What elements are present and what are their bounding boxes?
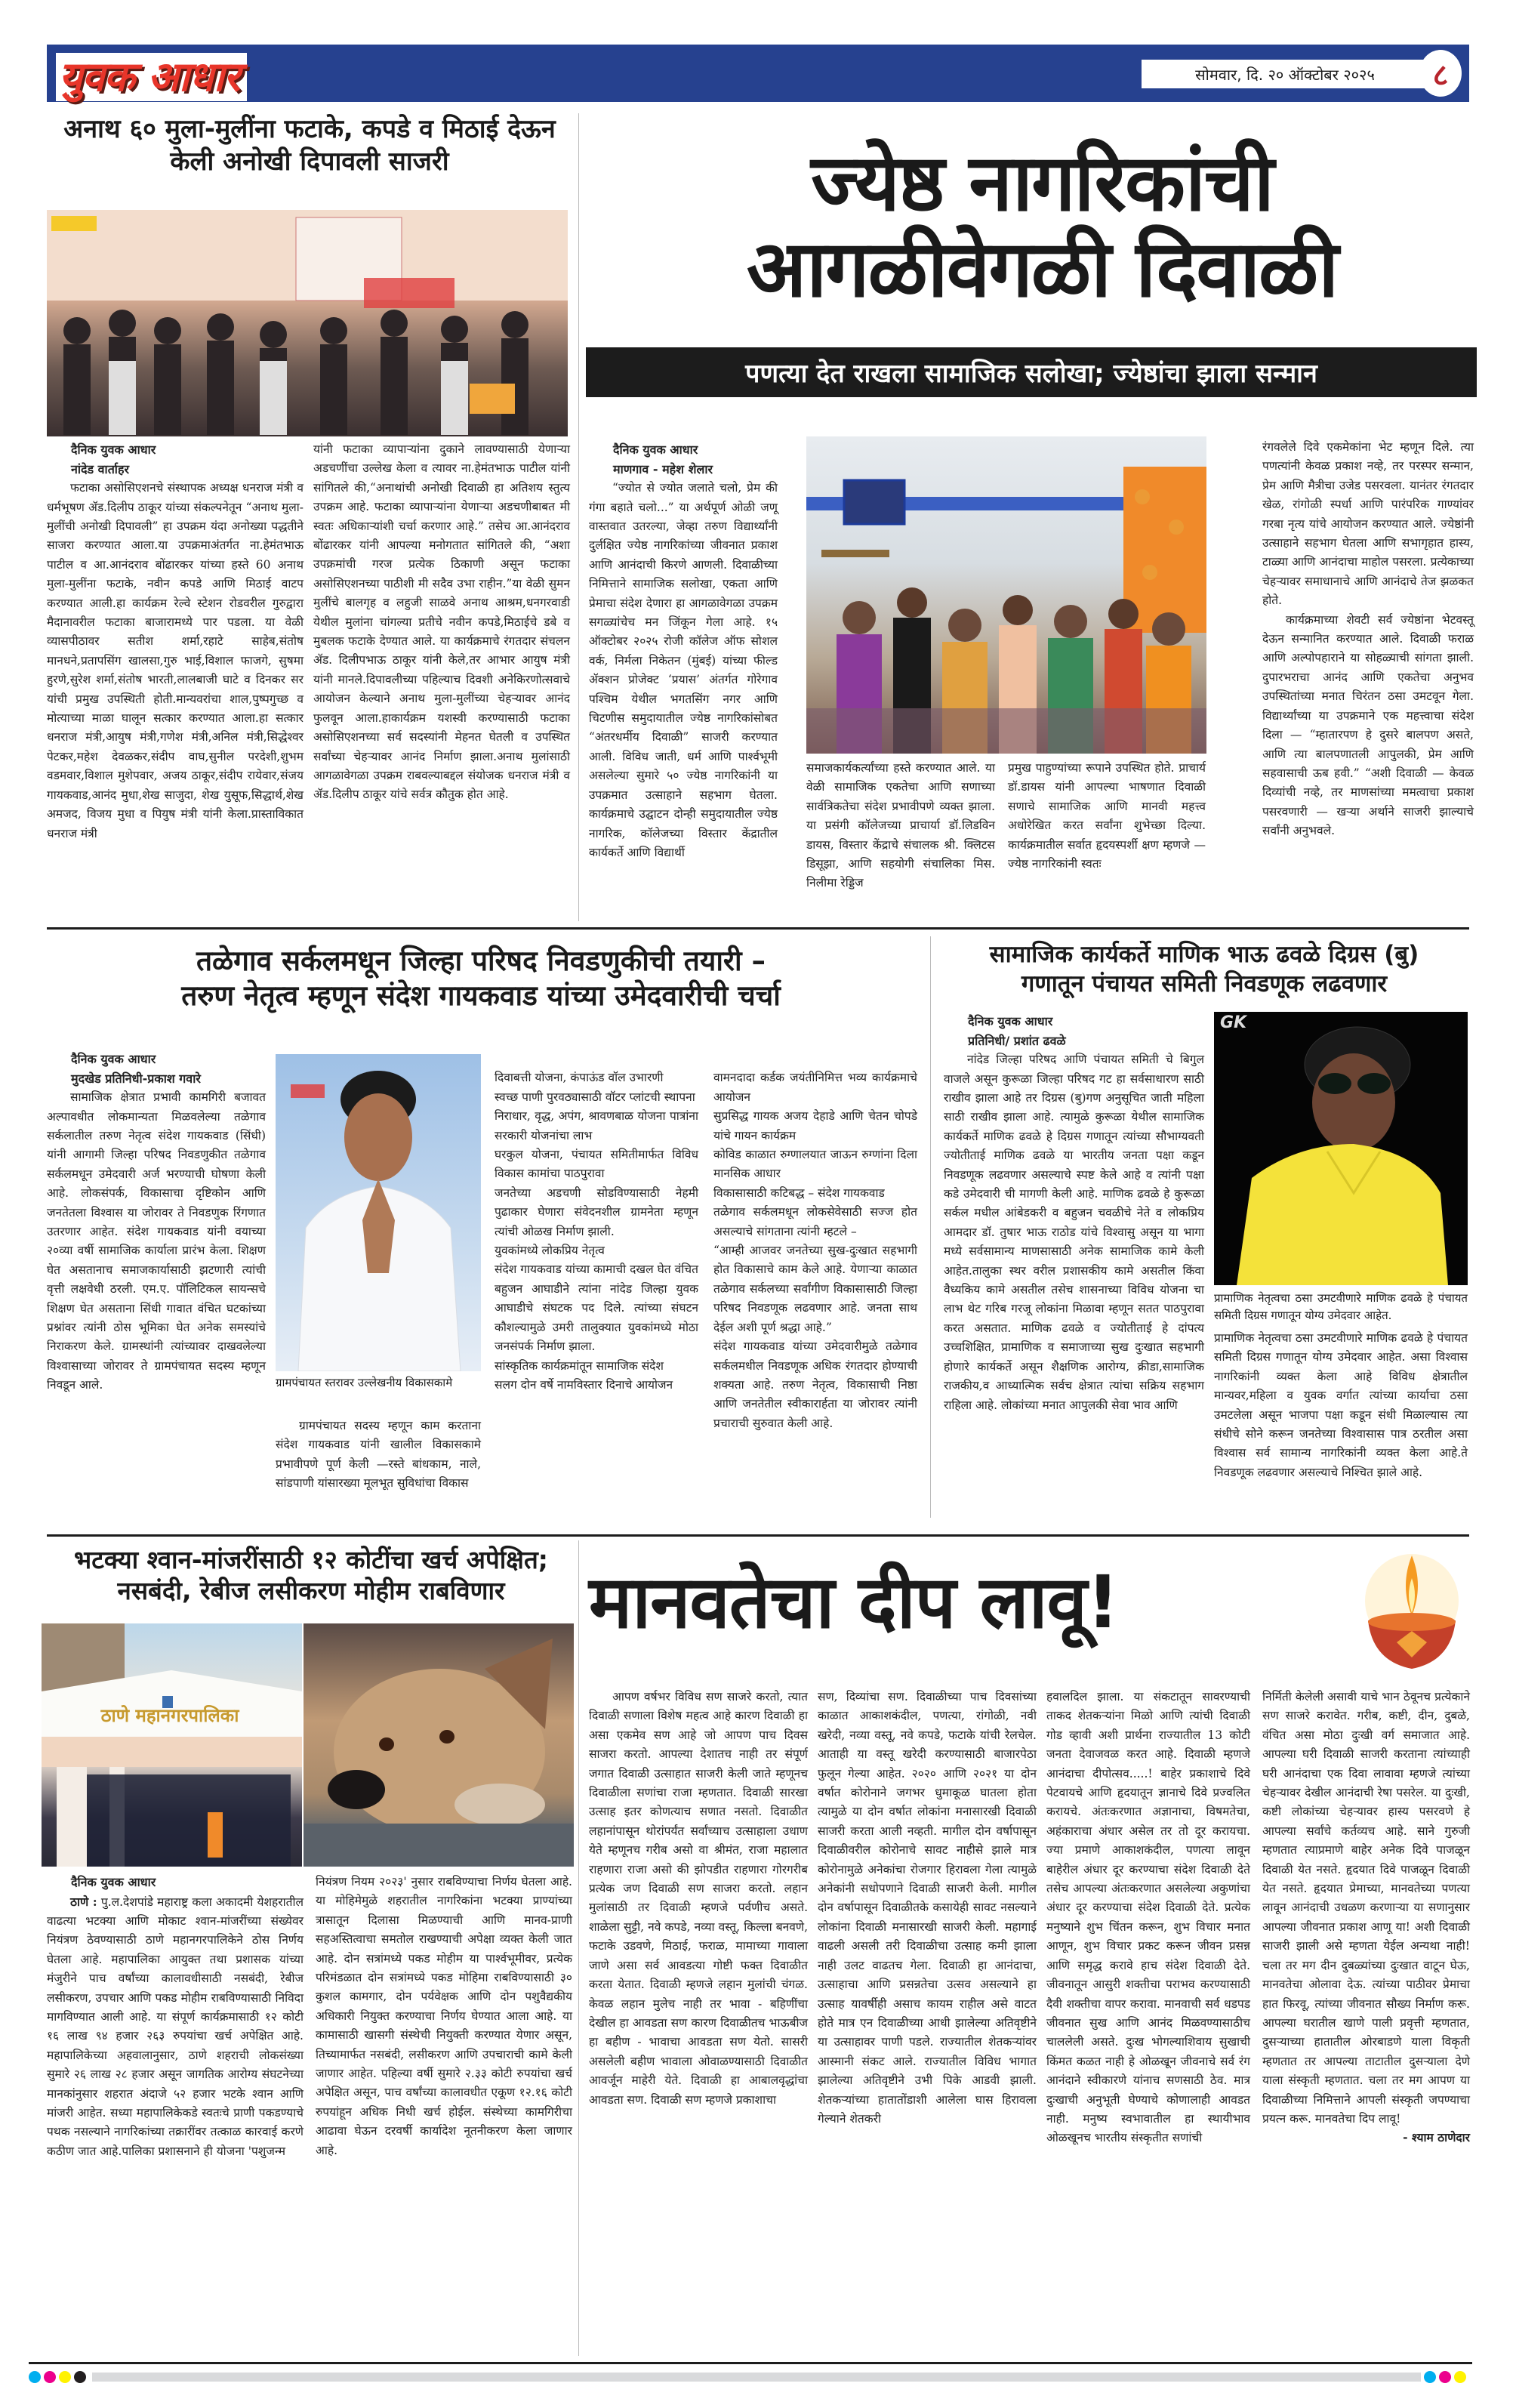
- ceremony-photo-graphic: [47, 210, 568, 436]
- dhavale-col-1: [944, 1012, 1204, 1415]
- photo-orphans-ceremony: [47, 210, 568, 436]
- photo-sandesh-gaikwad: [276, 1054, 481, 1371]
- dhavale-text-1: नांदेड जिल्हा परिषद आणि पंचायत समिती चे बिगुल वाजले असून कुरूळा जिल्हा परिषद गट हा सर्वसाधारण साठी राखीव झाला आहे तर दिग्रस (बु)गण अनुसूचित जाती महिला साठी राखीव झाला आहे. त्यामुळे कुरूळा येथील सामाजिक कार्यकर्ते माणिक ढवळे हे दिग्रस गणातून त्यांच्या सौभाग्यवती ज्योतीताई माणिक ढवळे या भारतीय जनता पक्षा कडून निवडणूक लढवणार असल्याचे स्पष्ट केले आहे व त्यांनी पक्षा कडे उमेदवारी ची मागणी केली आहे. माणिक ढवळे हे कुरूळा सर्कल मधील आंबेडकरी व बहुजन चवळीचे नेते व लोकप्रिय आमदार डॉ. तुषार भाऊ राठोड यांचे विश्वासु असून या भागा मध्ये सर्वसामान्य माणसासाठी अनेक सामाजिक कामे केली आहेत.तालुका स्थर वरील प्रशासकीय कामे असतील किंवा वैध्यकिय कामे असतील तसेच शासनाच्या विविध योजना चा लाभ थेट गरिब गरजू लोकांना मिळावा म्हणून सतत पाठपुरावा करत असतात. माणिक ढवळे व ज्योतीताई हे दांपत्य उच्चशिक्षित, प्रामाणिक व समाजाच्या सुख दुःखात सहभागी होणारे कार्यकर्ते असून शैक्षणिक आरोग्य, क्रीडा,सामाजिक राजकीय,व आध्यात्मिक सर्वच क्षेत्रात त्यांचा सक्रिय सहभाग राहिला आहे. लोकांच्या मनात आपुलकी सेवा भाव आणि: [944, 1053, 1204, 1412]
- diya-lamp-icon: [1351, 1548, 1472, 1676]
- caption-text: प्रामाणिक नेतृत्वचा ठसा उमटवीणारे माणिक ढवळे हे पंचायत समिती दिग्रस गणातून योग्य उमेदवार आहेत.: [1214, 1291, 1468, 1322]
- dateline: ठाणे :: [70, 1894, 97, 1909]
- byline-paper: दैनिक युवक आधार: [968, 1014, 1053, 1028]
- headline-orphans: अनाथ ६० मुला-मुलींना फटाके, कपडे व मिठाई देऊन केली अनोखी दिपावली साजरी: [63, 114, 556, 177]
- headline-talegaon: [47, 944, 915, 1014]
- seniors-photo-graphic: [806, 436, 1206, 754]
- photo-manik-dhavale-frame: [1214, 1012, 1468, 1285]
- seniors-text-4b: कार्यक्रमाच्या शेवटी सर्व ज्येष्ठांना भेटवस्तू देऊन सन्मानित करण्यात आले. दिवाळी फराळ आणि अल्पोपहाराने या सोहळ्याची सांगता झाली. दुपारभराचा आनंद आणि एकतेचा अनुभव उपस्थितांच्या मनात चिरंतन ठसा उमटवून गेला. विद्यार्थ्यांच्या या उपक्रमाने एक महत्त्वाचा संदेश दिला — “म्हातारपण हे दुसरे बालपण असते, आणि त्या बालपणातली आपुलकी, प्रेम आणि सहवासाची ऊब हवी.” “अशी दिवाळी — केवळ दिव्यांची नव्हे, तर माणसांच्या ममत्वाचा प्रकाश पसरवणारी — खऱ्या अर्थाने साजरी झाल्याचे सर्वांनी अनुभवले.: [1262, 612, 1474, 838]
- diwali-text-4: निर्मिती केलेली असावी याचे भान ठेवूनच प्रत्येकाने सण साजरे करावेत. गरीब, कष्टी, दीन, दुबळे, वंचित असा मोठा दुःखी वर्ग समाजात आहे. आपल्या घरी दिवाळी साजरी करताना त्यांच्याही घरी आनंदाचा एक दिवा लावावा म्हणजे त्यांच्या चेहऱ्यावर देखील आनंदाची रेषा पसरेल. या दुःखी, कष्टी लोकांच्या चेहऱ्यावर हास्य पसरवणे हे आपल्या सर्वांचे कर्तव्यच आहे. साने गुरुजी म्हणतात त्याप्रमाणे बाहेर अनेक दिवे पाजळून दिवाळी येत नसते. हृदयात दिवे पाजळून दिवाळी येत नसते. हृदयात प्रेमाच्या, मानवतेच्या पणत्या लावून आनंदाची उधळण करणाऱ्या या सणानुसार आपल्या जीवनात प्रकाश आणू या! अशी दिवाळी साजरी झाली असे म्हणता येईल अन्यथा नाही! चला तर मग दीन दुबळ्यांच्या दुःखात वाटून घेऊ, मानवतेचा ओलावा देऊ. त्यांच्या पाठीवर प्रेमाचा हात फिरवू, त्यांच्या जीवनात सौख्य निर्माण करू. आपल्या घरातील खाणे पाली प्रवृत्ती म्हणतात, दुसऱ्याच्या हातातील ओरबाडणे याला विकृती म्हणतात तर आपल्या ताटातील दुसऱ्याला देणे याला संस्कृती म्हणतात. चला तर मग आपण या दिवाळीच्या निमित्ताने आपली संस्कृती जपण्याचा प्रयत्न करू. मानवतेचा दिप लावू!: [1262, 1690, 1470, 2126]
- headline-diwali: मानवतेचा दीप लावू!: [589, 1560, 1119, 1645]
- diwali-col-4: [1262, 1688, 1470, 2148]
- diwali-col-2: [818, 1688, 1037, 2129]
- subheadline-seniors: पणत्या देत राखला सामाजिक सलोखा; ज्येष्ठांचा झाला सन्मान: [586, 347, 1477, 397]
- seniors-col-4: [1262, 438, 1474, 841]
- yellow-dot: [59, 2371, 71, 2383]
- diwali-text-1: आपण वर्षभर विविध सण साजरे करतो, त्यात दिवाळी सणाला विशेष महत्व आहे कारण दिवाळी हा असा एकमेव सण आहे जो आपण पाच दिवस साजरा करतो. आपल्या देशातच नाही तर संपूर्ण जगात दिवाळी उत्साहात साजरी केली जाते म्हणूनच दिवाळीला सणांचा राजा म्हणतात. दिवाळी सारखा उत्साह इतर कोणत्याच सणात नसतो. दिवाळीत लहानांपासून थोरांपर्यंत सर्वांच्याच उत्साहाला उधाण येते म्हणूनच गरीब असो वा श्रीमंत, राजा महालात राहणारा राजा असो की झोपडीत राहणारा गोरगरीब प्रत्येक जण दिवाळी सण साजरा करतो. लहान मुलांसाठी तर दिवाळी म्हणजे पर्वणीच असते. शाळेला सुट्टी, नवे कपडे, नव्या वस्तू, किल्ला बनवणे, फटाके उडवणे, मिठाई, फराळ, मामाच्या गावाला जाणे असा सर्व आवडत्या गोष्टी फक्त दिवाळीत करता येतात. दिवाळी म्हणजे लहान मुलांची चंगळ. केवळ लहान मुलेच नाही तर भावा - बहिणींचा देखील हा आवडता सण कारण दिवाळीतच भाऊबीज हा बहीण - भावाचा आवडता सण येतो. सासरी असलेली बहीण भावाला ओवाळण्यासाठी दिवाळीत आवर्जून माहेरी येते. दिवाळी हा आबालवृद्धांचा आवडता सण. दिवाळी सण म्हणजे प्रकाशाचा: [589, 1690, 808, 2107]
- talegaon-text-2: ग्रामपंचायत सदस्य म्हणून काम करताना संदेश गायकवाड यांनी खालील विकासकामे प्रभावीपणे पूर्ण केली —रस्ते बांधकाम, नाले, सांडपाणी यांसारख्या मूलभूत सुविधांचा विकास: [276, 1419, 481, 1491]
- headline-dhavale-line-2: गणातून पंचायत समिती निवडणूक लढवणार: [1021, 970, 1388, 997]
- headline-seniors-line-1: ज्येष्ठ नागरिकांची: [811, 137, 1273, 229]
- author-name: - श्याम ठाणेदार: [1403, 2131, 1470, 2145]
- photo-seniors-celebration: [806, 436, 1206, 754]
- byline-place: माणगाव - महेश शेलार: [613, 461, 713, 476]
- seniors-col-3: [1008, 759, 1206, 874]
- magenta-dot: [44, 2371, 56, 2383]
- seniors-text-2: समाजकार्यकर्त्यांच्या हस्ते करण्यात आले. या वेळी सामाजिक एकतेचा आणि सणाच्या सार्वत्रिकतेचा संदेश प्रभावीपणे व्यक्त झाला. या प्रसंगी कॉलेजच्या प्राचार्या डॉ.लिडविन डायस, विस्तार केंद्राचे संचालक श्री. क्लिटस डिसूझा, आणि सहयोगी संचालिका मिस. निलीमा रेड्डिज: [806, 761, 995, 890]
- magenta-dot: [1439, 2371, 1451, 2383]
- dog-graphic: [304, 1623, 574, 1867]
- talegaon-photo-caption: [276, 1374, 481, 1392]
- building-sign: ठाणे महानगरपालिका: [100, 1705, 239, 1726]
- photo-stray-dog: [304, 1623, 574, 1867]
- thane-text-2: नियंत्रण नियम २०२३' नुसार राबविण्याचा निर्णय घेतला आहे. या मोहिमेमुळे शहरातील नागरिकांना भटक्या प्राण्यांच्या त्रासातून दिलासा मिळण्याची आणि मानव-प्राणी सहअस्तित्वाचा समतोल राखण्याची अपेक्षा व्यक्त केली जात आहे. दोन सत्रांमध्ये पकड मोहीम या पार्श्वभूमीवर, प्रत्येक परिमंडळात दोन सत्रांमध्ये पकड मोहिमा राबविण्यासाठी ३० कुशल कामगार, दोन पर्यवेक्षक आणि दोन पशुवैद्यकीय अधिकारी नियुक्त करण्याचा निर्णय घेण्यात आला आहे. या कामासाठी खासगी संस्थेची नियुक्ती करण्यात येणार असून, तिच्यामार्फत नसबंदी, लसीकरण आणि उपचाराची कामे केली जाणार आहेत. पहिल्या वर्षी सुमारे २.३३ कोटी रुपयांचा खर्च अपेक्षित असून, पाच वर्षांच्या कालावधीत एकूण १२.१६ कोटी रुपयांहून अधिक निधी खर्च होईल. संस्थेच्या कामगिरीचा आढावा घेऊन दरवर्षी कार्यादेश नूतनीकरण केला जाणार आहे.: [316, 1875, 572, 2157]
- diwali-col-3: [1046, 1688, 1250, 2148]
- talegaon-text-3: दिवाबत्ती योजना, कंपाऊंड वॉल उभारणी स्वच्छ पाणी पुरवठ्यासाठी वॉटर प्लांटची स्थापना निराधार, वृद्ध, अपंग, श्रावणबाळ योजना पात्रांना सरकारी योजनांचा लाभ घरकुल योजना, पंचायत समितीमार्फत विविध विकास कामांचा पाठपुरावा जनतेच्या अडचणी सोडविण्यासाठी नेहमी पुढाकार घेणारा संवेदनशील ग्रामनेता म्हणून त्यांची ओळख निर्माण झाली. युवकांमध्ये लोकप्रिय नेतृत्व संदेश गायकवाड यांच्या कामाची दखल घेत वंचित बहुजन आघाडीने त्यांना नांदेड जिल्हा युवक आघाडीचे संघटक पद दिले. त्यांच्या संघटन कौशल्यामुळे उमरी तालुक्यात युवकांमध्ये मोठा जनसंपर्क निर्माण झाला. सांस्कृतिक कार्यक्रमांतून सामाजिक संदेश सलग दोन वर्षे नामविस्तार दिनाचे आयोजन: [495, 1071, 698, 1392]
- byline-paper: दैनिक युवक आधार: [71, 1875, 156, 1889]
- portrait-graphic: [276, 1054, 481, 1371]
- column-divider: [578, 1540, 579, 2356]
- byline-place: प्रतिनिधी/ प्रशांत ढवळे: [968, 1033, 1066, 1048]
- headline-seniors-line-2: आगळीवेगळी दिवाळी: [746, 223, 1338, 316]
- studio-logo: [291, 1084, 325, 1098]
- byline-place: मुदखेड प्रतिनिधी-प्रकाश गवारे: [71, 1071, 201, 1086]
- cyan-dot: [1424, 2371, 1436, 2383]
- seniors-text-4: रंगवलेले दिवे एकमेकांना भेट म्हणून दिले. त्या पणत्यांनी केवळ प्रकाश नव्हे, तर परस्पर सन्मान, प्रेम आणि मैत्रीचा उजेड पसरवला. यानंतर रंगतदार खेळ, रांगोळी स्पर्धा आणि पारंपरिक गाण्यांवर गरबा नृत्य यांचे आयोजन करण्यात आले. ज्येष्ठांनी उत्साहाने सहभाग घेतला आणि सभागृहात हास्य, टाळ्या आणि आनंदाचा माहोल पसरला. प्रत्येकाच्या चेहऱ्यावर समाधानाचे आणि आनंदाचे तेज झळकत होते.: [1262, 440, 1474, 608]
- cyan-dot: [29, 2371, 41, 2383]
- orphans-text-2: यांनी फटाका व्यापाऱ्यांना दुकाने लावण्यासाठी येणाऱ्या अडचणींचा उल्लेख केला व त्यावर ना.हेमंतभाऊ पाटील यांनी सांगितले की,“अनाथांची अनोखी दिवाळी हा अतिशय स्तुत्य उपक्रम आहे. फटाका व्यापाऱ्यांना येणाऱ्या अडचणीबाबत मी स्वतः अधिकाऱ्यांशी चर्चा करणार आहे.” तसेच आ.आनंदराव बोंढारकर यांनी आपल्या मनोगतात सांगितले की, “अशा उपक्रमांची गरज प्रत्येक ठिकाणी असून फटाका असोसिएशनच्या पाठीशी मी सदैव उभा राहीन.”या वेळी सुमन मुलींचे बालगृह व लहुजी साळवे अनाथ आश्रम,धनगरवाडी येथील मुलांना चांगल्या प्रतीचे नवीन कपडे,मिठाईचे डबे व मुबलक फटाके देण्यात आले. या कार्यक्रमाचे रंगतदार संचलन ॲड. दिलीपभाऊ ठाकूर यांनी केले,तर आभार आयुष मंत्री यांनी मानले.दिपावलीच्या पहिल्याच दिवशी अनेकिरणोत्सवाचे आयोजन केल्याने अनाथ मुला-मुलींच्या चेहऱ्यावर आनंद फुलवून आला.हाकार्यक्रम यशस्वी करण्यासाठी फटाका असोसिएशनच्या सर्व सदस्यांनी मेहनत घेतली व उपस्थित सर्वांच्या चेहऱ्यावर आनंद निर्माण झाला.अनाथ मुलांसाठी आगळावेगळा उपक्रम राबवल्याबद्दल संयोजक धनराज मंत्री व ॲड.दिलीप ठाकूर यांचे सर्वत्र कौतुक होत आहे.: [313, 442, 570, 802]
- dhavale-photo-caption: [1214, 1290, 1468, 1324]
- dhavale-text-2: प्रामाणिक नेतृत्वचा ठसा उमटवीणारे माणिक ढवळे हे पंचायत समिती दिग्रस गणातून योग्य उमेदवार आहेत. असा विश्वास नागरिकांनी व्यक्त केला आहे विविध क्षेत्रातील मान्यवर,महिला व युवक वर्गात त्यांच्या कार्याचा ठसा उमटलेला असून भाजपा पक्षा कडून संधी मिळाल्यास त्या संधीचे सोने करून जनतेच्या विश्वासास पात्र ठरतील असा विश्वास सर्व सामान्य नागरिकांनी व्यक्त केला आहे.ते निवडणूक लढवणार असल्याचे निश्चित झाले आहे.: [1214, 1331, 1468, 1479]
- thane-text-1: पु.ल.देशपांडे महाराष्ट्र कला अकादमी येशहरातील वाढत्या भटक्या आणि मोकाट श्वान-मांजरींच्या संख्येवर नियंत्रण ठेवण्यासाठी ठाणे महानगरपालिकेने ठोस निर्णय घेतला आहे. महापालिका आयुक्त तथा प्रशासक यांच्या मंजुरीने पाच वर्षांच्या कालावधीसाठी नसबंदी, रेबीज लसीकरण, उपचार आणि पकड मोहीम राबविण्यासाठी निविदा मागविण्यात आली आहे. या संपूर्ण कार्यक्रमासाठी १२ कोटी १६ लाख ९४ हजार २६३ रुपयांचा खर्च अपेक्षित आहे. महापालिकेच्या अहवालानुसार, ठाणे शहराची लोकसंख्या सुमारे २६ लाख २८ हजार असून जागतिक आरोग्य संघटनेच्या मानकांनुसार शहरात अंदाजे ५२ हजार भटके श्वान आणि मांजरी आहेत. सध्या महापालिकेकडे स्वतःचे प्राणी पकडण्याचे पथक नसल्याने नागरिकांच्या तक्रारींवर तत्काळ कारवाई करणे कठीण जात आहे.पालिका प्रशासनाने ही योजना 'पशुजन्म: [47, 1895, 304, 2158]
- byline-paper: दैनिक युवक आधार: [613, 442, 698, 457]
- dhavale-col-2: [1214, 1329, 1468, 1482]
- headline-dhavale: [940, 940, 1468, 999]
- banner-tag: [51, 216, 97, 231]
- headline-thane-line-2: नसबंदी, रेबीज लसीकरण मोहीम राबविणार: [117, 1576, 505, 1606]
- yellow-dot: [1454, 2371, 1466, 2383]
- caption-text: ग्रामपंचायत स्तरावर उल्लेखनीय विकासकामे: [276, 1376, 453, 1389]
- talegaon-text-4: वामनदादा कर्डक जयंतीनिमित्त भव्य कार्यक्रमाचे आयोजन सुप्रसिद्ध गायक अजय देहाडे आणि चेतन चोपडे यांचे गायन कार्यक्रम कोविड काळात रुग्णालयात जाऊन रुग्णांना दिला मानसिक आधार विकासासाठी कटिबद्ध – संदेश गायकवाड तळेगाव सर्कलमधून लोकसेवेसाठी सज्ज होत असल्याचे सांगताना त्यांनी म्हटले – “आम्ही आजवर जनतेच्या सुख-दुःखात सहभागी होत विकासाचे काम केले आहे. येणाऱ्या काळात तळेगाव सर्कलच्या सर्वांगीण विकासासाठी जिल्हा परिषद निवडणूक लढवणार आहे. जनता साथ देईल अशी पूर्ण श्रद्धा आहे.” संदेश गायकवाड यांच्या उमेदवारीमुळे तळेगाव सर्कलमधील निवडणूक अधिक रंगतदार होण्याची शक्यता आहे. तरुण नेतृत्व, विकासाची निष्ठा आणि जनतेतील स्वीकारार्हता या जोरावर त्यांनी प्रचाराची सुरुवात केली आहे.: [713, 1071, 917, 1430]
- registration-marks-left: [29, 2371, 89, 2386]
- headline-dhavale-line-1: सामाजिक कार्यकर्ते माणिक भाऊ ढवळे दिग्रस (बु): [989, 941, 1419, 968]
- diwali-col-1: [589, 1688, 808, 2110]
- photo-thane-municipal-building: [42, 1623, 302, 1867]
- talegaon-col-1: [47, 1050, 266, 1395]
- headline-thane: [47, 1544, 575, 1607]
- page-number: ८: [1419, 50, 1462, 97]
- byline-place: नांदेड वार्ताहर: [71, 461, 129, 476]
- orphans-col-2: [313, 440, 570, 805]
- orphans-col-1: [47, 440, 304, 843]
- orphans-text-1: फटाका असोसिएशनचे संस्थापक अध्यक्ष धनराज मंत्री व धर्मभूषण ॲड.दिलीप ठाकूर यांच्या संकल्पनेतून “अनाथ मुला-मुलींची अनोखी दिपावली” हा उपक्रम यंदा अनोख्या पद्धतीने साजरा करण्यात आला.या उपक्रमाअंतर्गत ना.हेमंतभाऊ पाटील व आ.आनंदराव बोंढारकर यांच्या हस्ते 60 अनाथ मुला-मुलींना फटाके, नवीन कपडे आणि मिठाई वाटप करण्यात आली.हा कार्यक्रम रेल्वे स्टेशन रोडवरील गुरुद्वारा मैदानावरील फटाका बाजारामध्ये पार पडला. या वेळी व्यासपीठावर सतीश शर्मा,रहाटे साहेब,संतोष मानधने,प्रतापसिंग खालसा,गुरु भाई,विशाल फाजगे, सुषमा हुरणे,सुरेश शर्मा,संतोष भारती,लालबाजी घाटे व दिनकर सर यांची प्रमुख उपस्थिती होती.मान्यवरांचा शाल,पुष्पगुच्छ व मोत्याच्या माळा घालून सत्कार करण्यात आला.हा सत्कार धनराज मंत्री,आयुष मंत्री,गणेश मंत्री,अनिल मंत्री,सिद्धेश्वर पेटकर,महेश देवळकर,संदीप वाघ,सुनील परदेशी,शुभम वडमवार,विशाल मुशेपवार, अजय ठाकूर,संदीप रायेवार,संजय गायकवाड,आनंद मुधा,शेख साजुदा, शेख युसूफ,सिद्धार्थ,शेख अमजद, विजय मुधा व पियुष मंत्री यांनी केला.प्रास्ताविकात धनराज मंत्री: [47, 481, 304, 840]
- talegaon-col-2: [276, 1417, 481, 1494]
- portrait-graphic: [1214, 1012, 1468, 1285]
- section-rule: [47, 927, 1469, 930]
- diwali-text-2: सण, दिव्यांचा सण. दिवाळीच्या पाच दिवसांच्या काळात आकाशकंदील, पणत्या, रांगोळी, नवी खरेदी, नव्या वस्तू, नवे कपडे, फटाके यांची रेलचेल. आताही या वस्तू खरेदी करण्यासाठी बाजारपेठा फुलून गेल्या आहेत. २०२० आणि २०२१ या दोन वर्षात कोरोनाने जगभर धुमाकूळ घातला होता त्यामुळे या दोन वर्षात लोकांना मनासारखी दिवाळी साजरी करता आली नव्हती. मागील दोन वर्षापासून दिवाळीवरील कोरोनाचे सावट नाहीसे झाले मात्र कोरोनामुळे अनेकांचा रोजगार हिरावला गेला त्यामुळे अनेकांनी सधोपणाने दिवाळी साजरी केली. मागील दोन वर्षापासून दिवाळीतके कसायेही सावट नसल्याने लोकांना दिवाळी मनासारखी साजरी केली. महागाई वाढली असली तरी दिवाळीचा उत्साह कमी झाला नाही उलट वाढतच गेला. दिवाळी हा आनंदाचा, उत्साहाचा आणि प्रसन्नतेचा उत्सव असल्याने हा उत्साह यावर्षीही असाच कायम राहील असे वाटत होते मात्र एन दिवाळीच्या आधी झालेल्या अतिवृष्टीने या उत्साहावर पाणी पडले. राज्यातील शेतकऱ्यांवर आस्मानी संकट आले. राज्यातील विविध भागात झालेल्या अतिवृष्टीने उभी पिके आडवी झाली. शेतकऱ्यांच्या हातातोंडाशी आलेला घास हिरावला गेल्याने शेतकरी: [818, 1690, 1037, 2126]
- column-divider: [930, 936, 931, 1518]
- seniors-col-1: [589, 440, 778, 862]
- logo-text: युवक आधार: [56, 53, 247, 101]
- section-rule: [47, 1534, 1469, 1537]
- seniors-col-2: [806, 759, 995, 893]
- footer-bar: [92, 2373, 1421, 2382]
- column-divider: [578, 113, 579, 921]
- headline-seniors: [589, 137, 1495, 316]
- thane-col-1: [47, 1873, 304, 2161]
- talegaon-text-1: सामाजिक क्षेत्रात प्रभावी कामगिरी बजावत अल्पावधीत लोकमान्यता मिळवलेल्या तळेगाव सर्कलातील तरुण नेतृत्व संदेश गायकवाड (सिंधी) यांनी आगामी जिल्हा परिषद निवडणुकीत तळेगाव सर्कलमधून उमेदवारी अर्ज भरण्याची घोषणा केली आहे. लोकसंपर्क, विकासाचा दृष्टिकोन आणि जनतेतला विश्वास या जोरावर ते निवडणुक रिंगणात उतरणार आहेत. संदेश गायकवाड यांनी वयाच्या २०व्या वर्षी सामाजिक कार्याला प्रारंभ केला. शिक्षण घेत असतानाच समाजकार्यासाठी झटणारी त्यांची वृत्ती लक्षवेधी ठरली. एम.ए. पॉलिटिकल सायन्सचे शिक्षण घेत असताना सिंधी गावात वंचित घटकांच्या प्रश्नांवर त्यांनी ठोस भूमिका घेत अनेक समस्यांचे निराकरण केले. ग्रामस्थांनी त्यांच्यावर दाखवलेल्या विश्वासाच्या जोरावर ते ग्रामपंचायत सदस्य म्हणून निवडून आले.: [47, 1090, 266, 1392]
- black-dot: [74, 2371, 86, 2383]
- photo-watermark: GK: [1220, 1013, 1247, 1032]
- byline-paper: दैनिक युवक आधार: [71, 442, 156, 457]
- diwali-text-3: हवालदिल झाला. या संकटातून सावरण्याची ताकद शेतकऱ्यांना मिळो आणि त्यांची दिवाळी गोड व्हावी अशी प्रार्थना राज्यातील 13 कोटी जनता देवाजवळ करत आहे. दिवाळी म्हणजे आनंदाचा दीपोत्सव.....! बाहेर प्रकाशाचे दिवे पेटवायचे आणि हृदयातून ज्ञानाचे दिवे प्रज्वलित करायचे. अंतःकरणात अज्ञानाचा, विषमतेचा, अहंकाराचा अंधार असेल तर तो दूर करायचा. ज्या प्रमाणे आकाशकंदील, पणत्या लावून बाहेरील अंधार दूर करण्याचा संदेश दिवाळी देते तसेच आपल्या अंतःकरणात असलेल्या अकुणांचा अंधार दूर करण्याचा संदेश दिवाळी देते. प्रत्येक मनुष्याने शुभ चिंतन करून, शुभ विचार मनात आणून, शुभ विचार प्रकट करून जीवन प्रसन्न आणि समृद्ध करावे हाच संदेश दिवाळी देते. जीवनातून आसुरी शक्तीचा पराभव करण्यासाठी दैवी शक्तीचा वापर करावा. मानवाची सर्व धडपड जीवनात सुख आणि आनंद मिळवण्यासाठीच चाललेली असते. दुःख भोगल्याशिवाय सुखाची किंमत कळत नाही हे ओळखून जीवनाचे सर्व रंग आनंदाने स्वीकारणे यांनाच सणसाठी ठेव. मात्र दुःखाची अनुभूती घेण्याचे कोणालाही आवडत नाही. मनुष्य स्वभावातील हा स्थायीभाव ओळखूनच भारतीय संस्कृतीत सणांची: [1046, 1690, 1250, 2145]
- headline-talegaon-line-2: तरुण नेतृत्व म्हणून संदेश गायकवाड यांच्या उमेदवारीची चर्चा: [181, 979, 781, 1013]
- talegaon-col-3: [495, 1050, 698, 1414]
- registration-marks-right: [1424, 2371, 1469, 2386]
- footer-rule: [29, 2362, 1472, 2364]
- building-graphic: [42, 1623, 302, 1867]
- byline-paper: दैनिक युवक आधार: [71, 1052, 156, 1066]
- talegaon-col-4: [713, 1050, 917, 1453]
- headline-thane-line-1: भटक्या श्वान-मांजरींसाठी १२ कोटींचा खर्च अपेक्षित;: [74, 1545, 548, 1574]
- seniors-text-3: प्रमुख पाहुण्यांच्या रूपाने उपस्थित होते. प्राचार्य डॉ.डायस यांनी आपल्या भाषणात दिवाळी सणाचे सामाजिक आणि मानवी महत्त्व अधोरेखित करत सर्वांना शुभेच्छा दिल्या. कार्यक्रमातील सर्वात हृदयस्पर्शी क्षण म्हणजे — ज्येष्ठ नागरिकांनी स्वतः: [1008, 761, 1206, 871]
- thane-col-2: [316, 1873, 572, 2160]
- issue-date: सोमवार, दि. २० ऑक्टोबर २०२५: [1142, 60, 1428, 88]
- newspaper-logo: [56, 53, 355, 101]
- headline-talegaon-line-1: तळेगाव सर्कलमधून जिल्हा परिषद निवडणुकीची तयारी –: [196, 945, 766, 977]
- seniors-text-1: “ज्योत से ज्योत जलाते चलो, प्रेम की गंगा बहाते चलो...” या अर्थपूर्ण ओळी जणू वास्तवात उतरल्या, जेव्हा तरुण विद्यार्थ्यांनी दुर्लक्षित ज्येष्ठ नागरिकांच्या जीवनात प्रकाश आणि आनंदाची किरणे आणली. दिवाळीच्या निमित्ताने सामाजिक सलोखा, एकता आणि प्रेमाचा संदेश देणारा हा आगळावेगळा उपक्रम सगळ्यांचेच मन जिंकून गेला आहे. १५ ऑक्टोबर २०२५ रोजी कॉलेज ऑफ सोशल वर्क, निर्मला निकेतन (मुंबई) यांच्या फील्ड ॲक्शन प्रोजेक्ट ‘प्रयास’ अंतर्गत गोरेगाव पश्चिम येथील भगतसिंग नगर आणि चिटणीस समुदायातील ज्येष्ठ नागरिकांसोबत “अंतरधर्मीय दिवाळी” साजरी करण्यात आली. विविध जाती, धर्म आणि पार्श्वभूमी असलेल्या सुमारे ५० ज्येष्ठ नागरिकांनी या उपक्रमात उत्साहाने सहभाग घेतला. कार्यक्रमाचे उद्घाटन दोन्ही समुदायातील ज्येष्ठ नागरिक, कॉलेजच्या विस्तार केंद्रातील कार्यकर्ते आणि विद्यार्थी: [589, 481, 778, 859]
